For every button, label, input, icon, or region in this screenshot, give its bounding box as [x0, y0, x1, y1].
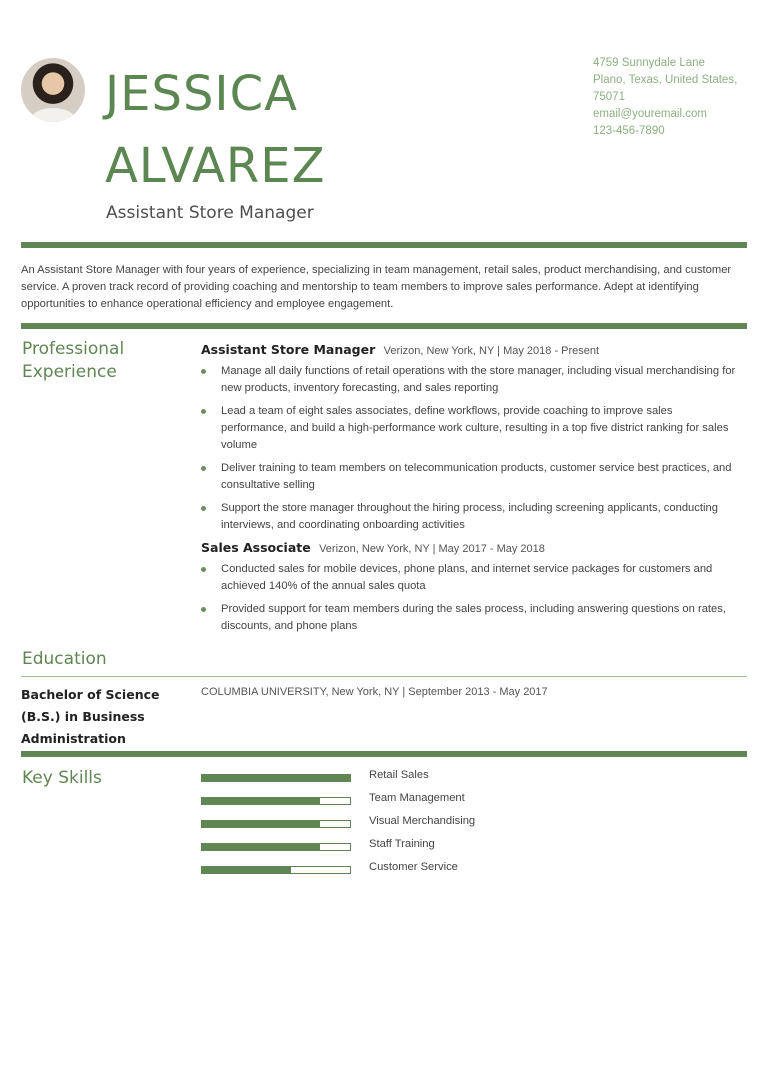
- section-title-experience: [22, 338, 124, 384]
- divider: [21, 751, 747, 757]
- bullet-text: Deliver training to team members on telecommunication products, customer service best practices, and consultative selling: [221, 462, 732, 491]
- job-entry: [201, 342, 741, 534]
- job-title: Assistant Store Manager: [106, 203, 314, 223]
- job-title: Assistant Store Manager: [201, 342, 376, 357]
- section-title-skills: Key Skills: [22, 768, 102, 788]
- phone: 123-456-7890: [593, 125, 665, 137]
- skill-level-fill: [202, 821, 320, 827]
- skill-row: [201, 769, 741, 783]
- avatar: [21, 58, 85, 122]
- bullet-text: Manage all daily functions of retail operations with the store manager, including visual merchandising for new products, inventory forecasting, and sales reporting: [221, 365, 736, 394]
- job-meta: Verizon, New York, NY | May 2017 - May 2018: [319, 543, 545, 555]
- job-bullets: [201, 561, 741, 635]
- bullet-item: [201, 601, 741, 635]
- skill-row: [201, 861, 741, 875]
- job-bullets: [201, 363, 741, 534]
- bullet-item: [201, 403, 741, 454]
- skill-level-fill: [202, 798, 320, 804]
- skill-row: [201, 815, 741, 829]
- skill-level-bar: [201, 820, 351, 828]
- job-title: Sales Associate: [201, 540, 311, 555]
- address-line2: Plano, Texas, United States,: [593, 74, 738, 86]
- bullet-icon: [201, 607, 206, 612]
- skill-level-bar: [201, 866, 351, 874]
- first-name: JESSICA: [105, 66, 298, 122]
- summary: An Assistant Store Manager with four years of experience, specializing in team management, retail sales, product merchandising, and customer service. A proven track record of providing coaching and mentorship to team members to improve sales performance. Adept at identifying opportunities to enhance operational efficiency and employee engagement.: [21, 264, 732, 310]
- skill-label: Staff Training: [369, 838, 435, 850]
- divider: [21, 323, 747, 329]
- skill-level-bar: [201, 797, 351, 805]
- section-title-education: Education: [22, 649, 107, 669]
- skill-label: Retail Sales: [369, 769, 429, 781]
- job-entry: [201, 540, 741, 635]
- bullet-icon: [201, 506, 206, 511]
- section-title-line: Experience: [22, 362, 117, 382]
- bullet-text: Provided support for team members during the sales process, including answering questions on rates, discounts, and phone plans: [221, 603, 726, 632]
- email[interactable]: email@youremail.com: [593, 108, 707, 120]
- education-meta: COLUMBIA UNIVERSITY, New York, NY | September 2013 - May 2017: [201, 686, 548, 698]
- skill-level-bar: [201, 843, 351, 851]
- candidate-name: [105, 58, 325, 202]
- skill-row: [201, 838, 741, 852]
- last-name: ALVAREZ: [105, 138, 326, 194]
- skill-level-fill: [202, 775, 350, 781]
- skill-label: Team Management: [369, 792, 465, 804]
- bullet-text: Conducted sales for mobile devices, phone plans, and internet service packages for customers and achieved 140% of the annual sales quota: [221, 563, 713, 592]
- bullet-item: [201, 460, 741, 494]
- bullet-icon: [201, 567, 206, 572]
- bullet-icon: [201, 466, 206, 471]
- skill-label: Customer Service: [369, 861, 458, 873]
- job-meta: Verizon, New York, NY | May 2018 - Present: [383, 345, 600, 357]
- skill-level-fill: [202, 867, 291, 873]
- divider: [21, 242, 747, 248]
- bullet-icon: [201, 409, 206, 414]
- bullet-item: [201, 363, 741, 397]
- zip-code: 75071: [593, 91, 625, 103]
- address-line1: 4759 Sunnydale Lane: [593, 57, 705, 69]
- bullet-text: Lead a team of eight sales associates, define workflows, provide coaching to improve sales performance, and build a high-performance work culture, resulting in a top five district ranking for sales volume: [221, 405, 729, 451]
- section-title-line: Professional: [22, 339, 125, 359]
- degree: Bachelor of Science (B.S.) in Business Administration: [21, 687, 160, 746]
- skill-label: Visual Merchandising: [369, 815, 476, 827]
- bullet-text: Support the store manager throughout the hiring process, including screening applicants, conducting interviews, and coordinating onboarding activities: [221, 502, 718, 531]
- skill-row: [201, 792, 741, 806]
- contact-block: [593, 55, 737, 140]
- bullet-icon: [201, 369, 206, 374]
- bullet-item: [201, 500, 741, 534]
- job-header: [201, 540, 741, 555]
- bullet-item: [201, 561, 741, 595]
- skill-level-bar: [201, 774, 351, 782]
- divider: [21, 676, 747, 677]
- skill-level-fill: [202, 844, 320, 850]
- job-header: [201, 342, 741, 357]
